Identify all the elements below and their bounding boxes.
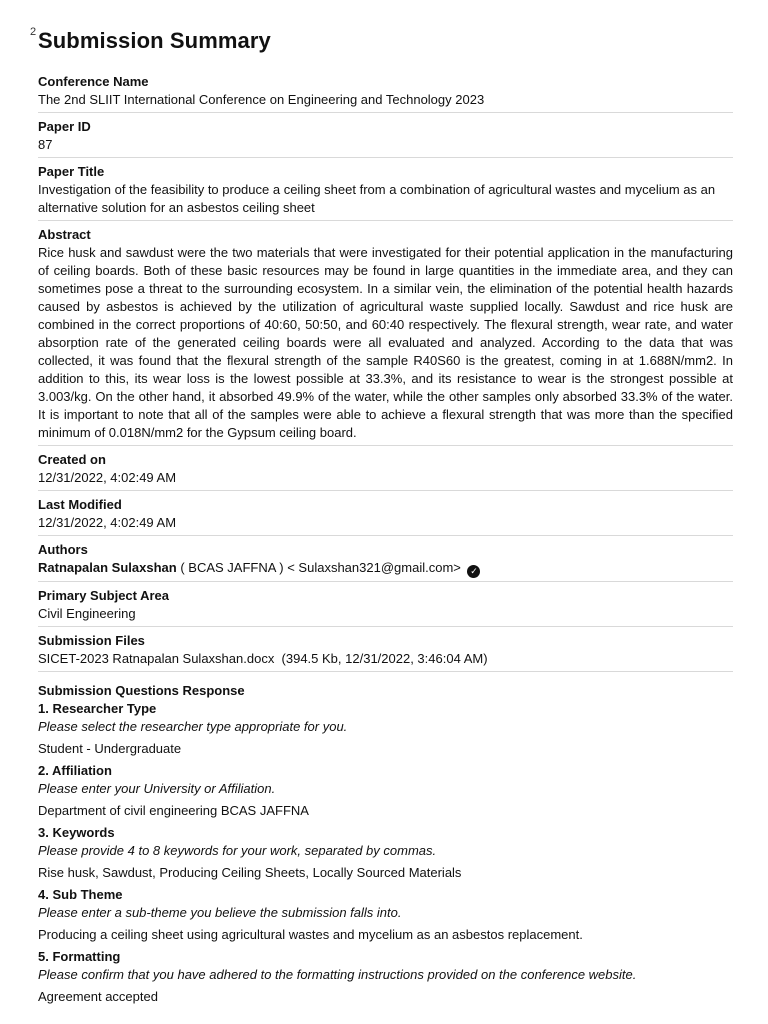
subject-field [38,587,733,627]
files-label: Submission Files [38,633,145,648]
authors-label: Authors [38,542,88,557]
question-answer: Rise husk, Sawdust, Producing Ceiling Sheets, Locally Sourced Materials [38,865,462,880]
paper-id-field [38,118,733,158]
submission-summary [38,28,733,1010]
question-prompt: Please enter your University or Affiliation. [38,781,276,796]
abstract-text: Rice husk and sawdust were the two materials that were investigated for their potential application in the manufacturing of ceiling boards. Both of these basic resources may be found in large quantities in the immediate area, and they can sometimes pose a threat to the surrounding ecosystem. In a similar vein, the elimination of the potential health hazards caused by asbestos is achieved by the utilization of agricultural waste supplied locally. Sawdust and rice husk are combined in the correct proportions of 40:60, 50:50, and 60:40 respectively. The flexural strength, wear rate, and water absorption rate of the generated ceiling boards were all evaluated and analyzed. According to the data that was collected, it was found that the flexural strength of the sample R40S60 is the greatest, coming in at 1.688N/mm2. In addition to this, its wear loss is the lowest possible at 33.3%, and its resistance to wear is the strongest possible at 3.003/kg. On the other hand, it absorbed 49.9% of the water, while the other samples only absorbed 33.3% of the water. It is important to note that all of the samples were able to achieve a flexural strength that was more than the specified minimum of 0.018N/mm2 for the Gypsum ceiling board. [38,245,733,440]
conference-field [38,73,733,113]
question-title: 3. Keywords [38,825,115,840]
question-prompt: Please enter a sub-theme you believe the submission falls into. [38,905,402,920]
created-value: 12/31/2022, 4:02:49 AM [38,470,177,485]
paper-title-value: Investigation of the feasibility to produce a ceiling sheet from a combination of agricultural wastes and mycelium as an alternative solution for an asbestos ceiling sheet [38,182,716,215]
question-item [38,824,733,882]
abstract-label: Abstract [38,227,91,242]
modified-label: Last Modified [38,497,122,512]
question-title: 1. Researcher Type [38,701,157,716]
page-title: Submission Summary [38,28,271,53]
question-title: 5. Formatting [38,949,121,964]
question-item [38,700,733,758]
question-title: 4. Sub Theme [38,887,123,902]
question-answer: Agreement accepted [38,989,158,1004]
question-answer: Department of civil engineering BCAS JAFFNA [38,803,309,818]
question-item [38,886,733,944]
author-entry [38,559,733,578]
created-field [38,451,733,491]
paper-title-label: Paper Title [38,164,105,179]
question-answer: Producing a ceiling sheet using agricultural wastes and mycelium as an asbestos replacement. [38,927,583,942]
question-item [38,948,733,1006]
questions-section [38,682,733,1006]
authors-field [38,541,733,582]
question-prompt: Please provide 4 to 8 keywords for your work, separated by commas. [38,843,437,858]
questions-heading: Submission Questions Response [38,683,245,698]
modified-value: 12/31/2022, 4:02:49 AM [38,515,177,530]
subject-label: Primary Subject Area [38,588,170,603]
paper-id-value: 87 [38,137,53,152]
conference-label: Conference Name [38,74,149,89]
subject-value: Civil Engineering [38,606,136,621]
files-field [38,632,733,672]
check-circle-icon: ✓ [467,565,480,578]
paper-title-field [38,163,733,221]
question-answer: Student - Undergraduate [38,741,182,756]
conference-value: The 2nd SLIIT International Conference on Engineering and Technology 2023 [38,92,485,107]
created-label: Created on [38,452,106,467]
author-name: Ratnapalan Sulaxshan [38,560,177,575]
author-details: ( BCAS JAFFNA ) < Sulaxshan321@gmail.com> [176,560,465,575]
modified-field [38,496,733,536]
question-prompt: Please select the researcher type appropriate for you. [38,719,348,734]
paper-id-label: Paper ID [38,119,91,134]
files-value: SICET-2023 Ratnapalan Sulaxshan.docx (394.5 Kb, 12/31/2022, 3:46:04 AM) [38,651,488,666]
corner-mark: 2 [30,26,37,38]
abstract-field [38,226,733,446]
question-item [38,762,733,820]
question-prompt: Please confirm that you have adhered to the formatting instructions provided on the conference website. [38,967,637,982]
question-title: 2. Affiliation [38,763,112,778]
